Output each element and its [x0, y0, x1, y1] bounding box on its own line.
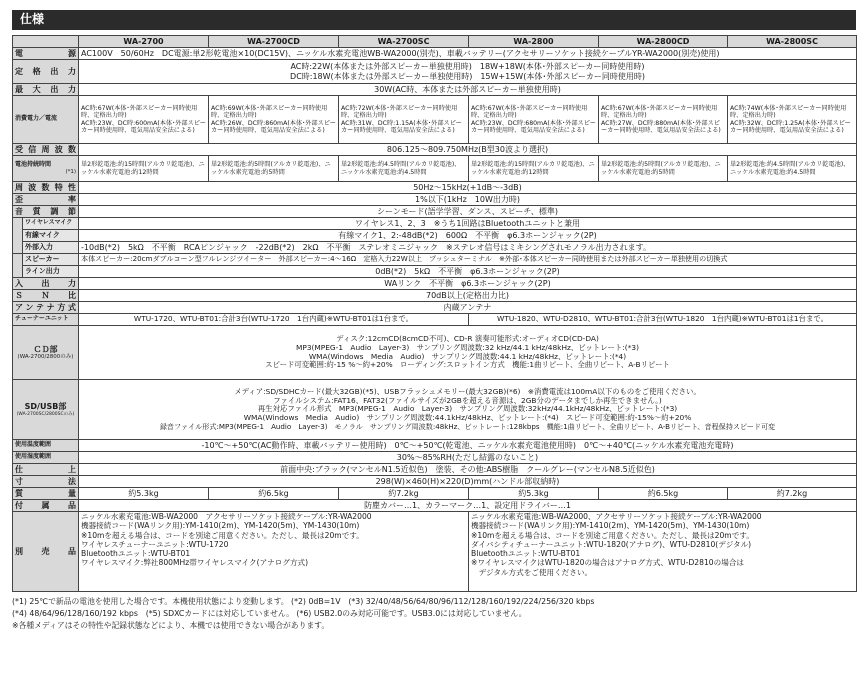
header-row [13, 36, 857, 48]
row-value: 1%以下(1kHz 10W出力時) [79, 194, 857, 206]
row-value: 50Hz～15kHz(+1dB～-3dB) [79, 182, 857, 194]
row-ext-input [13, 242, 857, 254]
model-cell: 単2形乾電池:約5時間(アルカリ乾電池)、ニッケル水素充電池:約5時間 [599, 156, 728, 182]
row-rx-freq [13, 144, 857, 156]
row-io [13, 278, 857, 290]
model-header: WA-2800 [469, 36, 599, 48]
row-op-humidity [13, 452, 857, 464]
sd-line: ファイルシステム:FAT16、FAT32(ファイルサイズが2GBを超える音源は、2GB分のデータまでしか再生できません。) [273, 395, 662, 405]
model-header: WA-2700 [79, 36, 209, 48]
row-label: 歪 率 [13, 194, 79, 206]
model-cell: AC時:67W(本体･外部スピーカー同時使用時、定格出力時) AC時:27W、DC時:880mA(本体･外部スピーカー同時使用時、電気用品安全法による) [599, 96, 728, 144]
row-label: 使用温度範囲 [13, 440, 79, 452]
row-label: 消費電力／電流 [13, 96, 79, 144]
row-label: 入出力 [13, 278, 79, 290]
row-label: ライン出力 [23, 266, 79, 278]
model-cell: 単2形乾電池:約15時間(アルカリ乾電池)、ニッケル水素充電池:約12時間 [79, 156, 209, 182]
row-label: 別売品 [13, 512, 79, 592]
row-wired-mic [13, 230, 857, 242]
row-value: 有線マイク1、2:-48dB(*2) 600Ω 不平衡 φ6.3ホーンジャック(2P) [79, 230, 857, 242]
model-header: WA-2700CD [209, 36, 339, 48]
row-label [13, 326, 79, 380]
row-value: 前面中央:ブラック(マンセルN1.5近似色) 塗装、その他:ABS樹脂 クールグレー(マンセルN8.5近似色) [79, 464, 857, 476]
row-value: 806.125～809.750MHz(B型30波より選択) [79, 144, 857, 156]
row-label: 周波数特性 [13, 182, 79, 194]
row-battery [13, 156, 857, 182]
row-freq-response [13, 182, 857, 194]
row-label: 最大出力 [13, 84, 79, 96]
model-cell: 単2形乾電池:約4.5時間(アルカリ乾電池)、ニッケル水素充電池:約4.5時間 [728, 156, 857, 182]
row-cd [13, 326, 857, 380]
weight-cell: 約6.5kg [599, 488, 728, 500]
weight-cell: 約5.3kg [469, 488, 599, 500]
footnote-line: ※各種メディアはその特性や記録状態などにより、本機では使用できない場合があります。 [12, 621, 330, 631]
cd-line: MP3(MPEG-1 Audio Layer-3) サンプリング周波数:32 kHz/44.1 kHz/48kHz、ビットレート:(*3) [296, 342, 639, 352]
row-label: 質 量 [13, 488, 79, 500]
tuner-left: WTU-1720、WTU-BT01:合計3台(WTU-1720 1台内蔵)※WTU-BT01は1台まで。 [79, 314, 469, 326]
model-cell: AC時:69W(本体･外部スピーカー同時使用時、定格出力時) AC時:26W、DC時:860mA(本体･外部スピーカー同時使用時、電気用品安全法による) [209, 96, 339, 144]
row-label: 受信周波数 [13, 144, 79, 156]
row-speaker [13, 254, 857, 266]
model-cell: 単2形乾電池:約4.5時間(アルカリ乾電池)、ニッケル水素充電池:約4.5時間 [339, 156, 469, 182]
footnote-line: (*1) 25℃で新品の電池を使用した場合です。本機使用状態により変動します。 (*2) 0dB=1V (*3) 32/40/48/56/64/80/96/112/128/160/192/224/256/320 kbps [12, 597, 595, 606]
model-cell: AC時:67W(本体･外部スピーカー同時使用時、定格出力時) AC時:23W、DC時:600mA(本体･外部スピーカー同時使用時、電気用品安全法による) [79, 96, 209, 144]
row-value: -10dB(*2) 5kΩ 不平衡 RCAピンジャック -22dB(*2) 2kΩ 不平衡 ステレオミニジャック ※ステレオ信号はミキシングされモノラル出力されます。 [79, 242, 857, 254]
section-title: 仕様 [12, 10, 856, 30]
input-side-label [13, 218, 23, 254]
row-value: 30%～85%RH(ただし結露のないこと) [79, 452, 857, 464]
row-finish [13, 464, 857, 476]
model-cell: 単2形乾電池:約15時間(アルカリ乾電池)、ニッケル水素充電池:約12時間 [469, 156, 599, 182]
sd-note: (WA-2700SC/2800SCのみ) [16, 411, 75, 417]
cd-label: ＣＤ部 [33, 344, 58, 354]
row-distortion [13, 194, 857, 206]
row-weight [13, 488, 857, 500]
model-cell: AC時:72W(本体･外部スピーカー同時使用時、定格出力時) AC時:31W、DC時:1.15A(本体･外部スピーカー同時使用時、電気用品安全法による) [339, 96, 469, 144]
model-cell: AC時:67W(本体･外部スピーカー同時使用時、定格出力時) AC時:23W、DC時:680mA(本体･外部スピーカー同時使用時、電気用品安全法による) [469, 96, 599, 144]
row-label: 有線マイク [23, 230, 79, 242]
model-cell: 単2形乾電池:約5時間(アルカリ乾電池)、ニッケル水素充電池:約5時間 [209, 156, 339, 182]
row-rated-output [13, 60, 857, 84]
row-value: 防塵カバー…1、カラーマーク…1、設定用ドライバー…1 [79, 500, 857, 512]
cd-line: WMA(Windows Media Audio) サンプリング周波数:44.1 kHz/48kHz、ビットレート:(*4) [308, 351, 627, 361]
cd-value [79, 326, 857, 380]
row-options [13, 512, 857, 592]
model-header: WA-2800CD [599, 36, 728, 48]
row-value: 30W(AC時、本体または外部スピーカー単独使用時) [79, 84, 857, 96]
output-side-label [13, 254, 23, 278]
sd-value [79, 380, 857, 440]
sd-line: 再生対応ファイル形式 MP3(MPEG-1 Audio Layer-3) サンプリング周波数:32kHz/44.1kHz/48kHz、ビットレート:(*3) [257, 404, 678, 414]
sd-line: メディア:SD/SDHCカード(最大32GB)(*5)、USBフラッシュメモリー(最大32GB)(*6) ※消費電流は100mA以下のものをご使用ください。 [234, 386, 701, 396]
row-label [13, 380, 79, 440]
row-consumption [13, 96, 857, 144]
weight-cell: 約7.2kg [728, 488, 857, 500]
options-right: ニッケル水素充電池:WB-WA2000、アクセサリーソケット接続ケーブル:YR-WA2000 機器接続コード(WAリンク用):YM-1410(2m)、YM-1420(5m)、YM-1430(10m) ※10mを超える場合は、コードを別途ご用意ください。ただし、最長は20mです。 ダイバシティチューナーユニット:WTU-1820(アナログ)、WTU-D2810(デジタル) Bluetoothユニット:WTU-BT01 ※ワイヤレスマイクはWTU-1820の場合はアナログ方式、WTU-D2810の場合は デジタル方式をご使用ください。 [469, 512, 857, 592]
row-sn [13, 290, 857, 302]
row-value [79, 60, 857, 84]
row-tuner [13, 314, 857, 326]
cd-line: ディスク:12cmCD(8cmCD不可)、CD-R 演奏可能形式:オーディオCD(CD-DA) [336, 334, 599, 344]
row-value: WAリンク 不平衡 φ6.3ホーンジャック(2P) [79, 278, 857, 290]
sd-label: SD/USB部 [24, 402, 67, 412]
row-value: 298(W)×460(H)×220(D)mm(ハンドル部収納時) [79, 476, 857, 488]
row-label: 外部入力 [23, 242, 79, 254]
weight-cell: 約6.5kg [209, 488, 339, 500]
row-label: 寸 法 [13, 476, 79, 488]
row-dimensions [13, 476, 857, 488]
row-value: ワイヤレス1、2、3 ※うち1回路はBluetoothユニットと兼用 [79, 218, 857, 230]
sd-line: 録音ファイル形式:MP3(MPEG-1 Audio Layer-3) モノラル サンプリング周波数:48kHz、ビットレート:128kbps 機能:1曲リピート、全曲リピート、A-Bリピート、音程保持スピード可変 [159, 421, 776, 431]
sd-line: WMA(Windows Media Audio) サンプリング周波数:44.1kHz/48kHz、ビットレート:(*4) スピード可変範囲:約-15%～約+20% [243, 413, 692, 423]
footnote-line: (*4) 48/64/96/128/160/192 kbps (*5) SDXCカードには対応していません。 (*6) USB2.0のみ対応可能です。USB3.0には対応していません。 [12, 609, 527, 619]
row-value: 70dB以上(定格出力比) [79, 290, 857, 302]
row-value: -10℃～+50℃(AC動作時、車載バッテリー使用時) 0℃～+50℃(乾電池、ニッケル水素充電池使用時) 0℃～+40℃(ニッケル水素充電池充電時) [79, 440, 857, 452]
row-label: スピーカー [23, 254, 79, 266]
row-max-output [13, 84, 857, 96]
row-label: 電 源 [13, 48, 79, 60]
rated-output-dc: DC時:18W(本体または外部スピーカー単独使用時) 15W+15W(本体･外部スピーカー同時使用時) [290, 71, 645, 81]
row-tone [13, 206, 857, 218]
header-blank [13, 36, 79, 48]
row-wireless-mic [13, 218, 857, 230]
row-value: シーンモード(語学学習、ダンス、スピーチ、標準) [79, 206, 857, 218]
row-label: 音質調節 [13, 206, 79, 218]
row-label: ＳＮ比 [13, 290, 79, 302]
weight-cell: 約5.3kg [79, 488, 209, 500]
row-label: 仕 上 [13, 464, 79, 476]
row-label: 付属品 [13, 500, 79, 512]
row-label: チューナーユニット [13, 314, 79, 326]
row-value: AC100V 50/60Hz DC電源:単2形乾電池×10(DC15V)、ニッケル水素充電池WB-WA2000(別売)、車載バッテリー(アクセサリーソケット接続ケーブルYR-WA2000(別売)使用) [79, 48, 857, 60]
row-antenna [13, 302, 857, 314]
options-left: ニッケル水素充電池:WB-WA2000 アクセサリーソケット接続ケーブル:YR-WA2000 機器接続コード(WAリンク用):YM-1410(2m)、YM-1420(5m)、YM-1430(10m) ※10mを超える場合は、コードを別途ご用意ください。ただし、最長は20mです。 ワイヤレスチューナーユニット:WTU-1720 Bluetoothユニット:WTU-BT01 ワイヤレスマイク:弊社800MHz帯ワイヤレスマイク(アナログ方式) [79, 512, 469, 592]
row-line-out [13, 266, 857, 278]
row-sd-usb [13, 380, 857, 440]
row-value: 0dB(*2) 5kΩ 不平衡 φ6.3ホーンジャック(2P) [79, 266, 857, 278]
battery-label: 電池持続時間 [15, 160, 52, 168]
row-label: アンテナ方式 [13, 302, 79, 314]
battery-note: (*1) [65, 168, 76, 175]
row-value: 内蔵アンテナ [79, 302, 857, 314]
weight-cell: 約7.2kg [339, 488, 469, 500]
row-value: 本体スピーカー:20cmダブルコーン型フルレンジツイーター 外部スピーカー:4～16Ω 定格入力22W以上 プッシュターミナル ※外部･本体スピーカー同時使用または外部スピーカー単独使用の切換式 [79, 254, 857, 266]
row-label [13, 156, 79, 182]
rated-output-ac: AC時:22W(本体または外部スピーカー単独使用時) 18W+18W(本体･外部スピーカー同時使用時) [290, 62, 645, 72]
tuner-right: WTU-1820、WTU-D2810、WTU-BT01:合計3台(WTU-1820 1台内蔵)※WTU-BT01は1台まで。 [469, 314, 857, 326]
model-header: WA-2700SC [339, 36, 469, 48]
row-label: ワイヤレスマイク [23, 218, 79, 230]
row-label: 使用湿度範囲 [13, 452, 79, 464]
spec-table [12, 35, 857, 592]
model-header: WA-2800SC [728, 36, 857, 48]
row-op-temp [13, 440, 857, 452]
model-cell: AC時:74W(本体･外部スピーカー同時使用時、定格出力時) AC時:32W、DC時:1.25A(本体･外部スピーカー同時使用時、電気用品安全法による) [728, 96, 857, 144]
row-label: 定格出力 [13, 60, 79, 84]
cd-note: (WA-2700/2800のみ) [17, 353, 74, 360]
cd-line: スピード可変範囲:約-15 %～約+20% ローディング:スロットイン方式 機能:1曲リピート、全曲リピート、A-Bリピート [265, 360, 670, 370]
footnotes [12, 596, 856, 632]
row-power [13, 48, 857, 60]
row-accessories [13, 500, 857, 512]
